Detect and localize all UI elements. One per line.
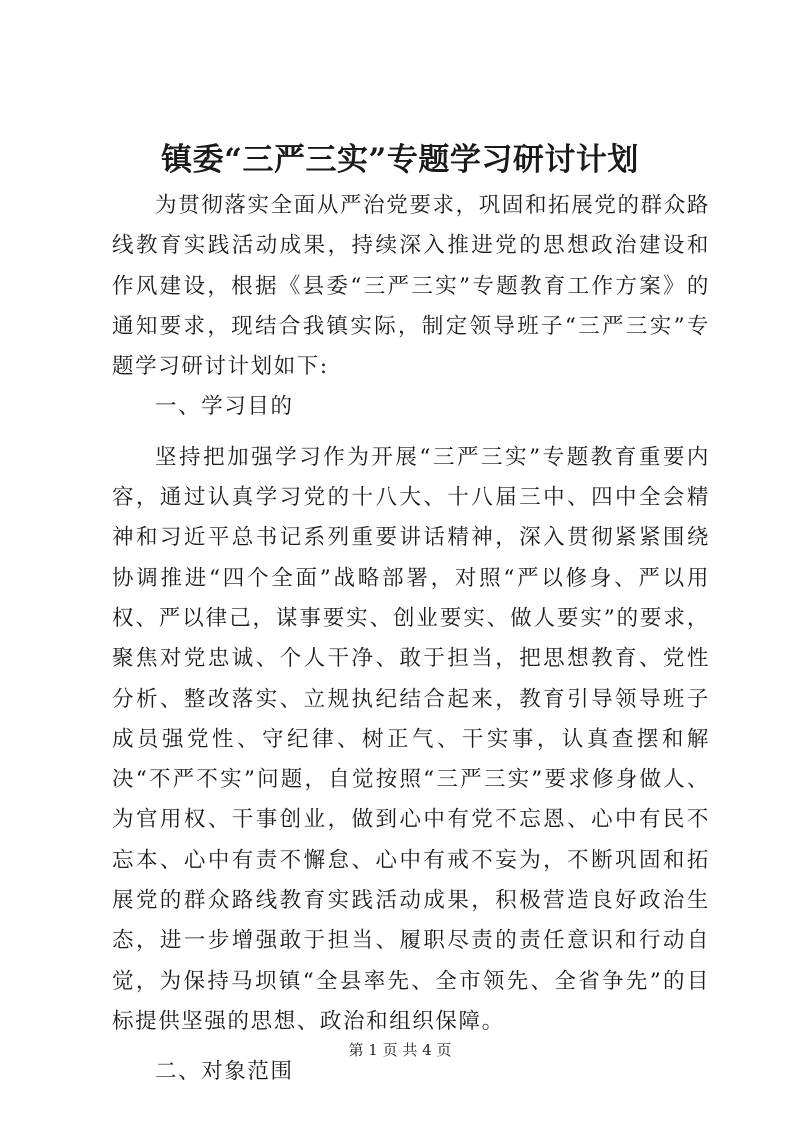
- intro-paragraph: 为贯彻落实全面从严治党要求，巩固和拓展党的群众路线教育实践活动成果，持续深入推进党的思想政治建设和作风建设，根据《县委“三严三实”专题教育工作方案》的通知要求，现结合我镇实际，制定领导班子“三严三实”专题学习研讨计划如下:: [112, 193, 710, 380]
- purpose-paragraph: 坚持把加强学习作为开展“三严三实”专题教育重要内容，通过认真学习党的十八大、十八届三中、四中全会精神和习近平总书记系列重要讲话精神，深入贯彻紧紧围绕协调推进“四个全面”战略部署，对照“严以修身、严以用权、严以律己，谋事要实、创业要实、做人要实”的要求，聚焦对党忠诚、个人干净、敢于担当，把思想教育、党性分析、整改落实、立规执纪结合起来，教育引导领导班子成员强党性、守纪律、树正气、干实事，认真查摆和解决“不严不实”问题，自觉按照“三严三实”要求修身做人、为官用权、干事创业，做到心中有党不忘恩、心中有民不忘本、心中有责不懈怠、心中有戒不妄为，不断巩固和拓展党的群众路线教育实践活动成果，积极营造良好政治生态，进一步增强敢于担当、履职尽责的责任意识和行动自觉，为保持马坝镇“全县率先、全市领先、全省争先”的目标提供坚强的思想、政治和组织保障。: [112, 444, 710, 1034]
- section-heading-purpose: 一、学习目的: [155, 394, 294, 420]
- page-number: 第 1 页 共 4 页: [348, 1041, 452, 1059]
- section-heading-scope: 二、对象范围: [155, 1059, 294, 1085]
- document-body: [112, 186, 710, 1093]
- page-title: 镇委“三严三实”专题学习研讨计划: [161, 142, 639, 178]
